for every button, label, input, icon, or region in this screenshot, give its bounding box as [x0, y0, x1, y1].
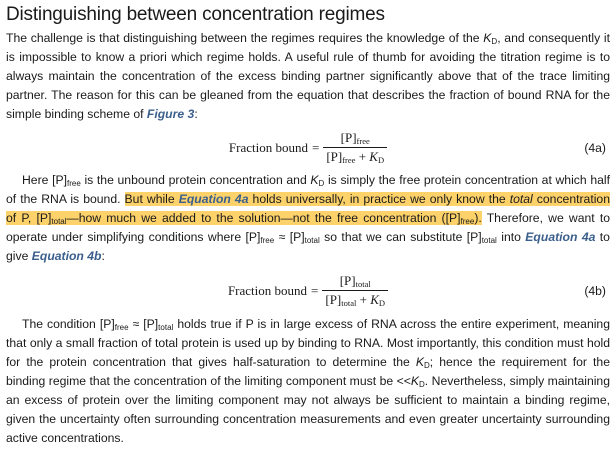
- numerator: [337, 273, 374, 290]
- denominator: [323, 147, 387, 165]
- highlight-text: concentration of P, [P]: [6, 192, 610, 225]
- equation-number: (4a): [584, 140, 606, 155]
- subscript: total: [158, 323, 174, 332]
- equation-number: (4b): [584, 283, 606, 298]
- para1-text: :: [194, 107, 198, 121]
- subscript: free: [260, 236, 275, 245]
- paragraph-2: [6, 171, 610, 266]
- kd-symbol: K: [483, 31, 492, 45]
- numerator-subscript: free: [356, 136, 370, 146]
- numerator: [338, 130, 373, 147]
- para3-text: The condition [P]: [22, 317, 115, 331]
- para2-text: is the unbound protein concentration and: [80, 173, 311, 187]
- denominator-term: [P]: [326, 149, 343, 164]
- emphasis-total: total: [509, 192, 533, 206]
- equation-lhs: Fraction bound: [228, 139, 308, 155]
- fraction: [322, 273, 388, 308]
- kd-subscript: D: [424, 361, 430, 370]
- equals-sign: =: [311, 139, 320, 155]
- kd-symbol: K: [410, 374, 419, 388]
- subscript: free: [460, 217, 475, 226]
- equation-4a-link[interactable]: Equation 4a: [178, 192, 249, 206]
- para1-text: , and consequently it is impossible to know a priori which regime holds. A useful rule of thumb for avoiding the titration regime is to always maintain the concentration of the excess binding partner significantly above that of the trace limiting partner. The reason for this can be gleaned from the equation that describes the fraction of bound RNA for the simple binding scheme of: [6, 31, 610, 121]
- para3-text: ; hence the requirement for the binding regime that the concentration of the limiting component must be <<: [6, 355, 610, 388]
- kd-symbol: K: [370, 292, 379, 307]
- highlight-text: But while: [124, 192, 179, 206]
- denominator-subscript: total: [341, 298, 357, 308]
- para2-text: into: [496, 230, 526, 244]
- kd-subscript: D: [378, 298, 386, 308]
- figure-3-link[interactable]: Figure 3: [146, 107, 195, 121]
- equation-4b: [6, 266, 610, 315]
- subscript: total: [481, 236, 497, 245]
- denominator-term: [P]: [325, 292, 342, 307]
- paragraph-1: [6, 29, 610, 124]
- para2-text: Here [P]: [22, 173, 67, 187]
- equation-4a: [6, 124, 610, 171]
- para2-text: is simply the free protein concentration at which half of the RNA is bound.: [6, 173, 610, 206]
- paragraph-3: [6, 315, 610, 448]
- subscript: total: [51, 217, 67, 226]
- para2-text: :: [101, 249, 105, 263]
- subscript: total: [304, 236, 320, 245]
- equals-sign: =: [311, 282, 319, 298]
- kd-subscript: D: [419, 380, 425, 389]
- numerator-term: [P]: [339, 273, 356, 288]
- section-heading: Distinguishing between concentration regimes: [6, 4, 385, 25]
- para2-text: ≈ [P]: [274, 230, 305, 244]
- para2-text: Therefore, we want to operate under simplifying conditions where [P]: [6, 211, 611, 244]
- fraction: [323, 130, 387, 165]
- equation-4a-link[interactable]: Equation 4a: [525, 230, 596, 244]
- plus-sign: +: [356, 292, 371, 307]
- para3-text: . Nevertheless, simply maintaining an excess of protein over the limiting component may not always be sufficient to maintain a binding regime, given the uncertainty often surrounding concentration measurements and even greater uncertainty surrounding active concentrations.: [6, 374, 610, 445]
- kd-symbol: K: [415, 355, 424, 369]
- denominator: [322, 290, 388, 308]
- para1-text: The challenge is that distinguishing between the regimes requires the knowledge of the: [6, 31, 484, 45]
- kd-subscript: D: [318, 179, 325, 188]
- highlight-text: ).: [474, 211, 482, 225]
- subscript: free: [66, 179, 81, 188]
- kd-subscript: D: [377, 155, 385, 165]
- kd-symbol: K: [369, 149, 378, 164]
- para2-text: so that we can substitute [P]: [319, 230, 482, 244]
- plus-sign: +: [355, 149, 370, 164]
- subscript: free: [114, 323, 129, 332]
- para3-text: ≈ [P]: [128, 317, 159, 331]
- equation-lhs: Fraction bound: [227, 282, 308, 298]
- equation-4b-link[interactable]: Equation 4b: [31, 249, 102, 263]
- kd-subscript: D: [491, 37, 498, 46]
- highlight-text: —how much we added to the solution—not the free concentration ([P]: [66, 211, 461, 225]
- kd-symbol: K: [310, 173, 319, 187]
- para2-text: to give: [6, 230, 610, 263]
- denominator-subscript: free: [342, 155, 356, 165]
- highlight-text: holds universally, in practice we only know the: [248, 192, 510, 206]
- numerator-term: [P]: [340, 130, 357, 145]
- para3-text: holds true if P is in large excess of RNA across the entire experiment, meaning that only a small fraction of total protein is used up by binding to RNA. Most importantly, this condition must hold for the protein concentration that gives half-saturation to determine the: [6, 317, 610, 369]
- numerator-subscript: total: [355, 279, 371, 289]
